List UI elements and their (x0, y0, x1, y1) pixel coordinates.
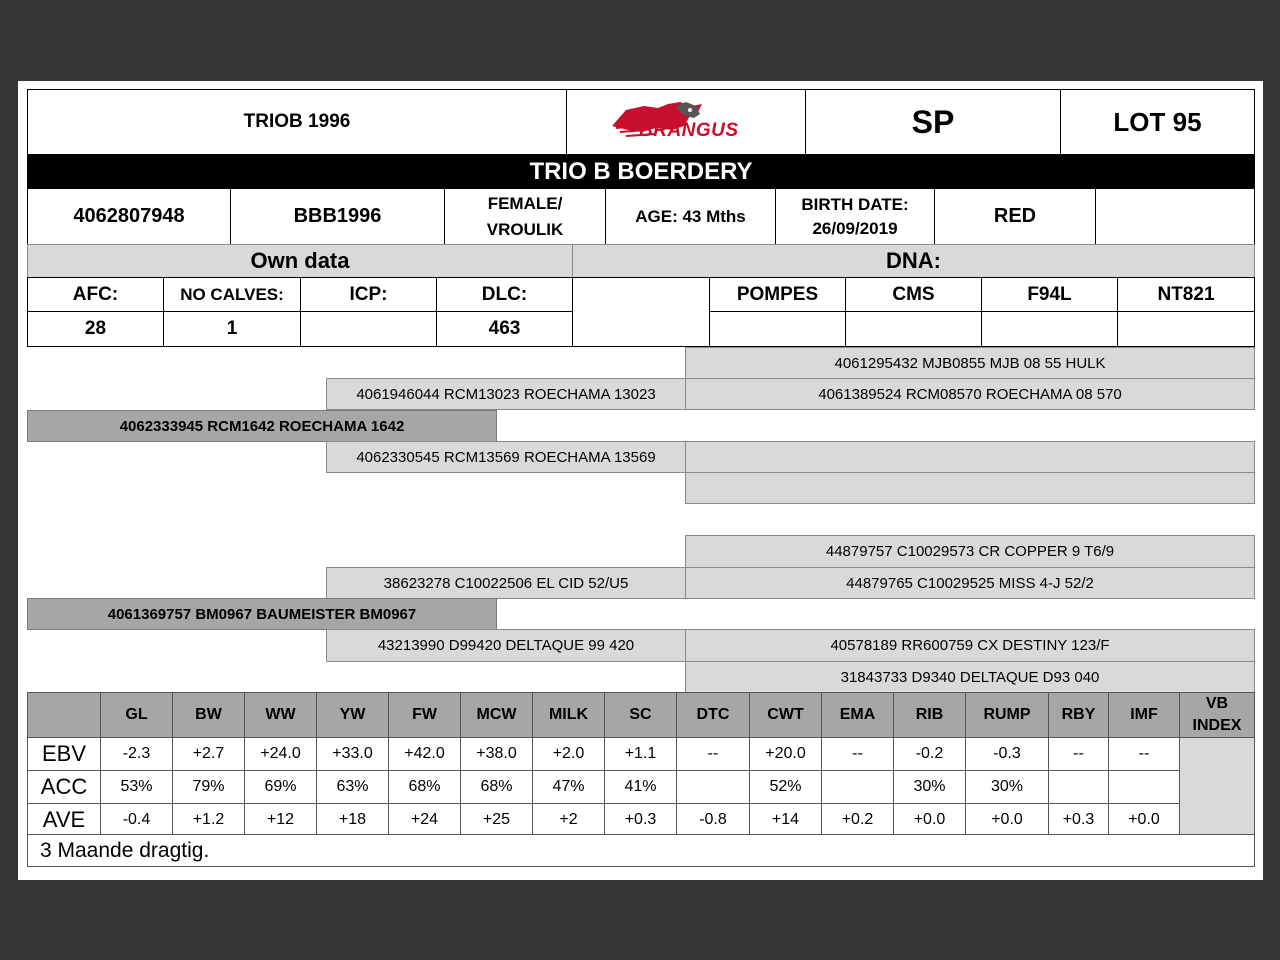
pedigree-dam: 4061369757 BM0967 BAUMEISTER BM0967 (27, 598, 497, 630)
ebv-cell: +2.7 (173, 738, 245, 771)
acc-cell: 68% (461, 771, 533, 804)
ebv-header-gl: GL (101, 693, 173, 738)
row-label-ebv: EBV (28, 738, 101, 771)
ave-cell: +2 (533, 804, 605, 837)
ebv-header-row (28, 693, 1255, 738)
dna-nt821-value (1117, 311, 1255, 347)
dna-nt821-label: NT821 (1117, 277, 1255, 312)
ebv-header-imf: IMF (1109, 693, 1180, 738)
ave-cell: +0.0 (1109, 804, 1180, 837)
pedigree-dam-sire: 38623278 C10022506 EL CID 52/U5 (326, 567, 686, 599)
acc-cell: 63% (317, 771, 389, 804)
ebv-cell: +33.0 (317, 738, 389, 771)
ave-cell: +0.3 (605, 804, 677, 837)
afc-value: 28 (27, 311, 164, 347)
acc-cell: 53% (101, 771, 173, 804)
vb-index-line1: VB (1205, 695, 1229, 712)
dna-title: DNA: (572, 244, 1255, 278)
pedigree-dam-sire-dam: 44879765 C10029525 MISS 4-J 52/2 (685, 567, 1255, 599)
ebv-cell: +20.0 (750, 738, 822, 771)
ebv-cell: -- (1049, 738, 1109, 771)
ave-cell: +0.3 (1049, 804, 1109, 837)
ave-cell: +1.2 (173, 804, 245, 837)
pedigree-sire: 4062333945 RCM1642 ROECHAMA 1642 (27, 410, 497, 442)
colour: RED (934, 188, 1096, 245)
ebv-header-milk: MILK (533, 693, 605, 738)
dlc-label: DLC: (436, 277, 573, 312)
acc-cell (677, 771, 750, 804)
acc-cell (822, 771, 894, 804)
pedigree-sire-dam: 4062330545 RCM13569 ROECHAMA 13569 (326, 441, 686, 473)
icp-label: ICP: (300, 277, 437, 312)
pedigree-dam-dam-dam: 31843733 D9340 DELTAQUE D93 040 (685, 661, 1255, 693)
ave-cell: +25 (461, 804, 533, 837)
pedigree-dam-dam-sire: 40578189 RR600759 CX DESTINY 123/F (685, 629, 1255, 662)
ave-cell: +12 (245, 804, 317, 837)
ebv-cell: +1.1 (605, 738, 677, 771)
logo-text: BRANGUS (639, 120, 739, 141)
ebv-header-cwt: CWT (750, 693, 822, 738)
ave-cell: +0.0 (894, 804, 966, 837)
note: 3 Maande dragtig. (27, 834, 1255, 867)
ebv-header-sc: SC (605, 693, 677, 738)
acc-cell: 30% (894, 771, 966, 804)
birth-date-cell (775, 188, 935, 245)
pedigree-sire-dam-sire (685, 441, 1255, 473)
age: AGE: 43 Mths (605, 188, 776, 245)
no-calves-label: NO CALVES: (163, 277, 301, 312)
ebv-cell: +38.0 (461, 738, 533, 771)
pedigree-dam-sire-sire: 44879757 C10029573 CR COPPER 9 T6/9 (685, 535, 1255, 568)
ebv-cell: -0.3 (966, 738, 1049, 771)
lot-number: LOT 95 (1060, 89, 1255, 155)
ebv-header-yw: YW (317, 693, 389, 738)
vb-index-value (1180, 738, 1255, 837)
ebv-header-vb-index (1180, 693, 1255, 738)
ebv-header-mcw: MCW (461, 693, 533, 738)
acc-cell: 69% (245, 771, 317, 804)
acc-cell: 68% (389, 771, 461, 804)
ebv-header-dtc: DTC (677, 693, 750, 738)
birth-date: 26/09/2019 (812, 218, 898, 238)
ebv-row (28, 738, 1255, 771)
ave-cell: -0.4 (101, 804, 173, 837)
ebv-cell: -- (1109, 738, 1180, 771)
pedigree-sire-sire: 4061946044 RCM13023 ROECHAMA 13023 (326, 378, 686, 410)
ebv-header-ww: WW (245, 693, 317, 738)
acc-cell: 47% (533, 771, 605, 804)
dlc-value: 463 (436, 311, 573, 347)
ebv-cell: +42.0 (389, 738, 461, 771)
extra-cell (1095, 188, 1255, 245)
ebv-header-rby: RBY (1049, 693, 1109, 738)
pedigree-sire-sire-sire: 4061295432 MJB0855 MJB 08 55 HULK (685, 347, 1255, 379)
sex-cell (444, 188, 606, 245)
birth-date-label: BIRTH DATE: (801, 194, 909, 214)
ave-row (28, 804, 1255, 837)
herd-code: BBB1996 (230, 188, 445, 245)
ebv-header-bw: BW (173, 693, 245, 738)
dna-pompes-label: POMPES (709, 277, 846, 312)
ebv-header-rib: RIB (894, 693, 966, 738)
ebv-cell: -- (677, 738, 750, 771)
row-label-acc: ACC (28, 771, 101, 804)
acc-cell: 30% (966, 771, 1049, 804)
ebv-cell: -0.2 (894, 738, 966, 771)
icp-value (300, 311, 437, 347)
acc-cell (1109, 771, 1180, 804)
dna-cms-value (845, 311, 982, 347)
ebv-cell: -- (822, 738, 894, 771)
dna-blank-cell (572, 277, 710, 347)
ave-cell: +0.0 (966, 804, 1049, 837)
herd-name: TRIOB 1996 (27, 89, 567, 155)
no-calves-value: 1 (163, 311, 301, 347)
acc-row (28, 771, 1255, 804)
acc-cell: 41% (605, 771, 677, 804)
pedigree-dam-dam: 43213990 D99420 DELTAQUE 99 420 (326, 629, 686, 662)
ebv-table (27, 692, 1255, 837)
dna-cms-label: CMS (845, 277, 982, 312)
row-label-ave: AVE (28, 804, 101, 837)
ebv-cell: +2.0 (533, 738, 605, 771)
dna-f94l-label: F94L (981, 277, 1118, 312)
ebv-header-fw: FW (389, 693, 461, 738)
own-data-title: Own data (27, 244, 573, 278)
ave-cell: +18 (317, 804, 389, 837)
ave-cell: -0.8 (677, 804, 750, 837)
dna-f94l-value (981, 311, 1118, 347)
pedigree-sire-dam-dam (685, 472, 1255, 504)
acc-cell: 79% (173, 771, 245, 804)
ebv-corner-cell (28, 693, 101, 738)
ave-cell: +0.2 (822, 804, 894, 837)
ebv-cell: -2.3 (101, 738, 173, 771)
breeder-banner: TRIO B BOERDERY (27, 154, 1255, 189)
pedigree-sire-sire-dam: 4061389524 RCM08570 ROECHAMA 08 570 (685, 378, 1255, 410)
brangus-logo (566, 89, 806, 155)
ebv-header-rump: RUMP (966, 693, 1049, 738)
ave-cell: +24 (389, 804, 461, 837)
afc-label: AFC: (27, 277, 164, 312)
ave-cell: +14 (750, 804, 822, 837)
ebv-cell: +24.0 (245, 738, 317, 771)
acc-cell (1049, 771, 1109, 804)
vb-index-line2: INDEX (1192, 717, 1242, 734)
acc-cell: 52% (750, 771, 822, 804)
ebv-header-ema: EMA (822, 693, 894, 738)
animal-id: 4062807948 (27, 188, 231, 245)
dna-pompes-value (709, 311, 846, 347)
registration-class: SP (805, 89, 1061, 155)
sex-line1: FEMALE/ (487, 193, 563, 213)
sex-line2: VROULIK (486, 219, 564, 239)
